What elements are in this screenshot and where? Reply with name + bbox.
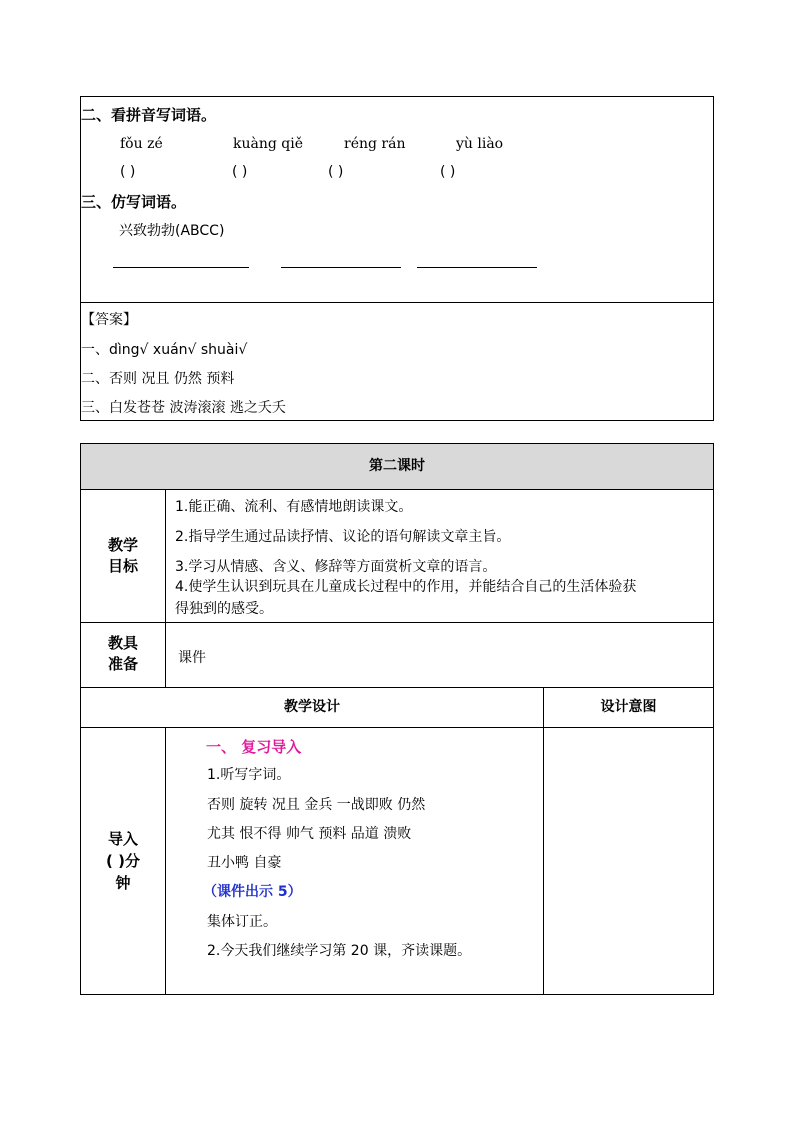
intro-correct: 集体订正。 [207, 914, 277, 930]
row-line-1 [80, 489, 714, 490]
goal-2: 2.指导学生通过品读抒情、议论的语句解读文章主旨。 [175, 529, 511, 545]
pinyin-4: yù liào [456, 136, 504, 152]
goal-1: 1.能正确、流利、有感情地朗读课文。 [175, 499, 413, 515]
lesson-table [80, 443, 714, 995]
answers-title: 【答案】 [81, 312, 137, 328]
intro-step-2: 2.今天我们继续学习第 20 课，齐读课题。 [207, 943, 472, 959]
row-line-2 [80, 622, 714, 623]
intro-label-1: 导入 [107, 830, 138, 848]
label-column-line-top [165, 489, 166, 687]
pinyin-1: fǒu zé [120, 136, 163, 152]
lesson-title: 第二课时 [369, 458, 425, 474]
row-line-3 [80, 687, 714, 688]
section-three-heading: 三、仿写词语。 [81, 193, 187, 211]
answer-blank-1: ( ) [120, 164, 136, 180]
intro-heading: 一、 复习导入 [206, 738, 302, 756]
goals-label-1: 教学 [107, 536, 138, 554]
intent-header: 设计意图 [600, 699, 657, 715]
intent-column-line [543, 687, 544, 995]
label-column-line-bottom [165, 727, 166, 995]
goals-label-2: 目标 [107, 557, 138, 575]
pinyin-3: réng rán [344, 136, 406, 152]
answers-line-1: 一、dìng√ xuán√ shuài√ [81, 342, 248, 358]
writing-line-1 [113, 267, 249, 268]
intro-words-3: 丑小鸭 自豪 [207, 855, 282, 871]
goal-3: 3.学习从情感、含义、修辞等方面赏析文章的语言。 [175, 559, 497, 575]
tools-label-2: 准备 [107, 655, 138, 673]
intro-label-3: 钟 [115, 874, 131, 892]
goal-4-cont: 得独到的感受。 [175, 601, 273, 617]
tools-value: 课件 [178, 650, 206, 666]
pinyin-2: kuàng qiě [233, 136, 303, 152]
intro-words-2: 尤其 恨不得 帅气 预料 品道 溃败 [207, 826, 412, 842]
intro-step-1: 1.听写字词。 [207, 767, 291, 783]
answer-blank-3: ( ) [328, 164, 344, 180]
intro-words-1: 否则 旋转 况且 金兵 一战即败 仍然 [207, 797, 426, 813]
table-divider [80, 302, 714, 303]
answers-line-3: 三、白发苍苍 波涛滚滚 逃之夭夭 [81, 400, 286, 416]
row-line-4 [80, 727, 714, 728]
imitation-example: 兴致勃勃(ABCC) [119, 223, 225, 239]
design-header: 教学设计 [284, 699, 340, 715]
tools-label-1: 教具 [107, 634, 138, 652]
writing-line-3 [417, 267, 537, 268]
answer-blank-2: ( ) [232, 164, 248, 180]
courseware-note: （课件出示 5） [203, 884, 302, 900]
section-two-heading: 二、看拼音写词语。 [81, 106, 217, 124]
writing-line-2 [281, 267, 401, 268]
answers-line-2: 二、否则 况且 仍然 预料 [81, 371, 235, 387]
goal-4: 4.使学生认识到玩具在儿童成长过程中的作用，并能结合自己的生活体验获 [175, 579, 637, 595]
intro-label-2: ( )分 [106, 852, 140, 870]
answer-blank-4: ( ) [440, 164, 456, 180]
